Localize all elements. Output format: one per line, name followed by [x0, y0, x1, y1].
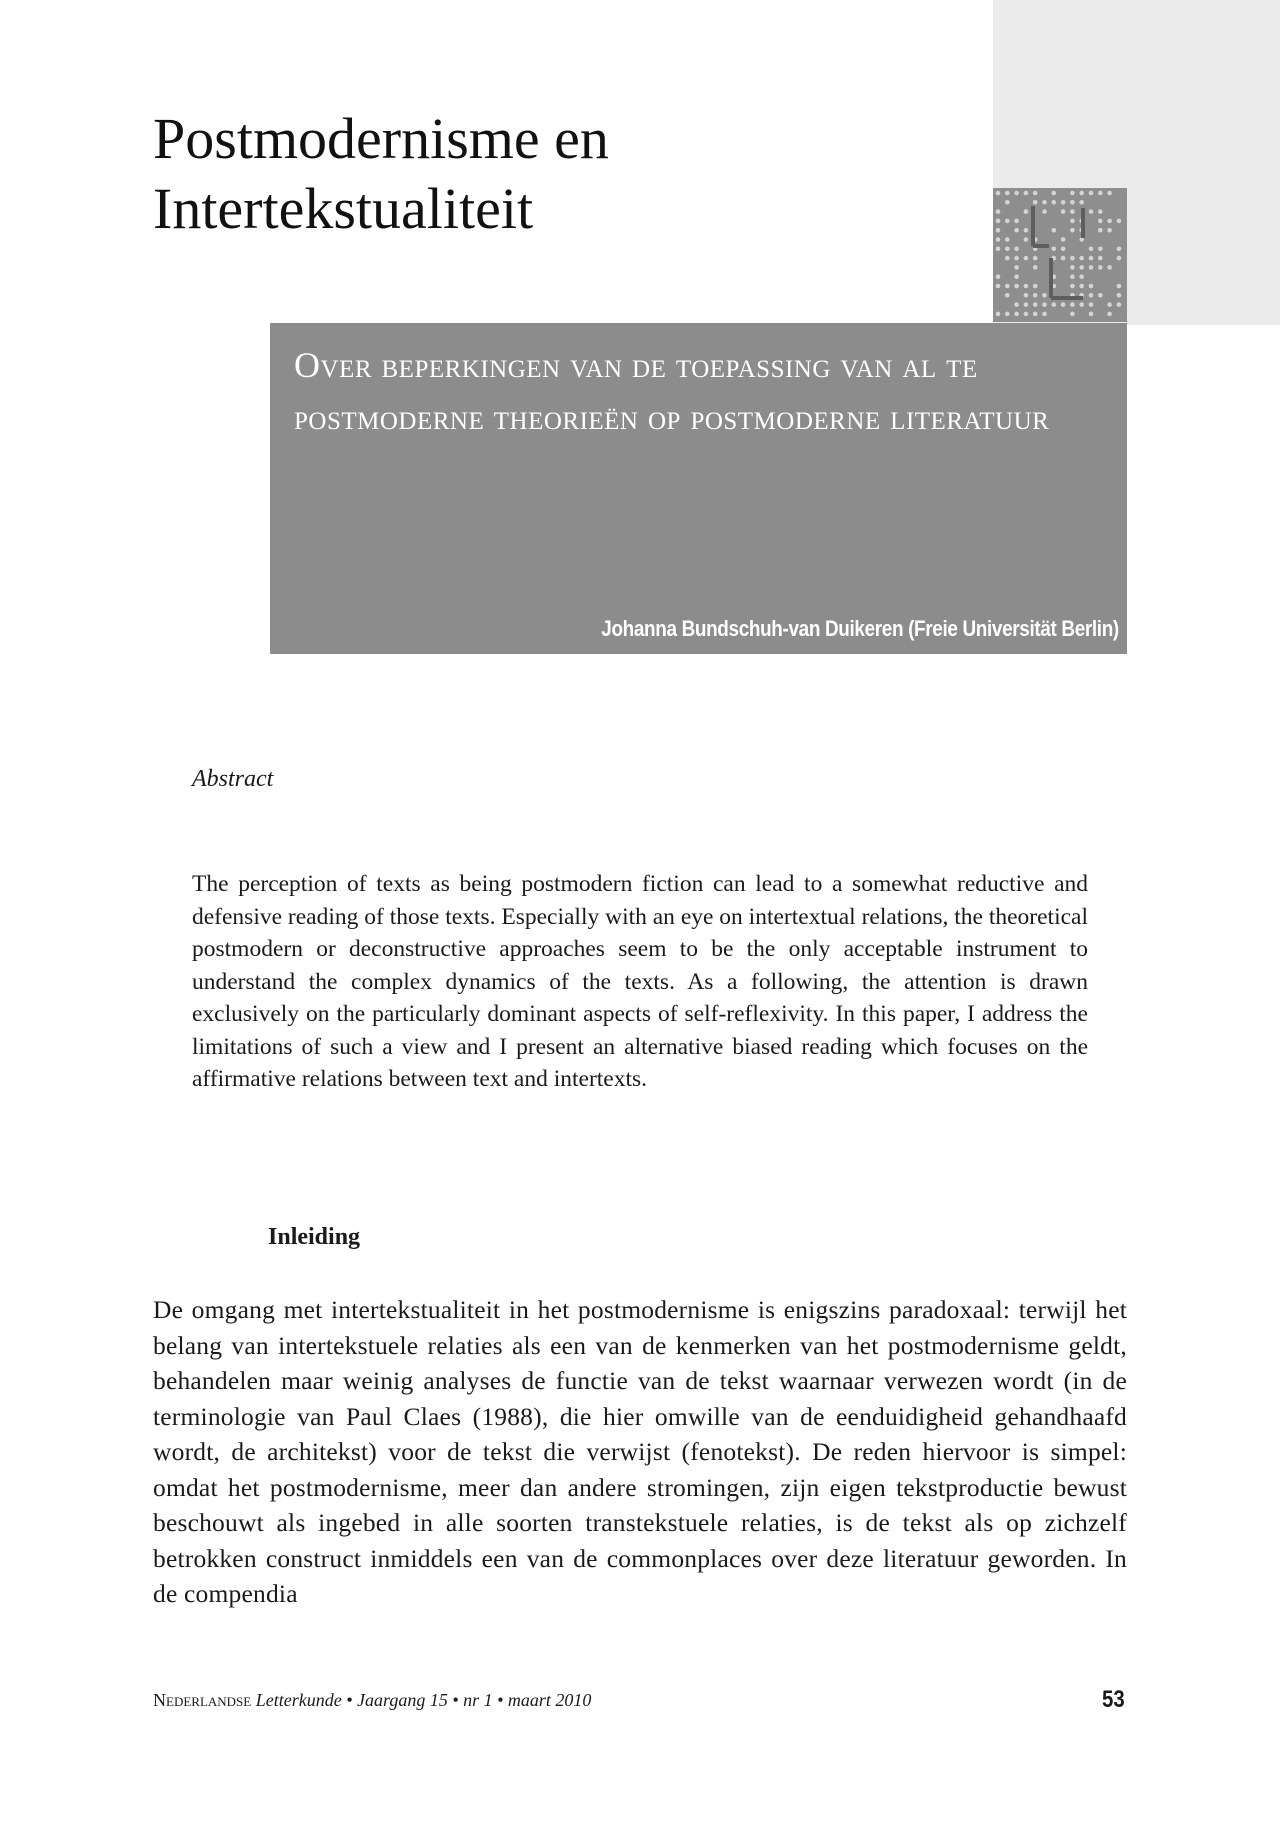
page-number: 53	[1102, 1686, 1125, 1713]
journal-issue: Letterkunde • Jaargang 15 • nr 1 • maart 2010	[255, 1690, 592, 1710]
section-heading: Inleiding	[268, 1224, 361, 1250]
author-affiliation: Johanna Bundschuh-van Duikeren (Freie Universität Berlin)	[601, 616, 1119, 641]
subtitle-box	[270, 323, 1127, 654]
abstract-label: Abstract	[192, 766, 274, 792]
article-title	[153, 104, 953, 244]
article-title-line-2: Intertekstualiteit	[153, 176, 534, 241]
article-title-line-1: Postmodernisme en	[153, 106, 609, 171]
circuit-pattern-icon	[993, 188, 1127, 322]
journal-name: Nederlandse	[153, 1690, 252, 1710]
article-subtitle: Over beperkingen van de toepassing van al te postmoderne theorieën op postmoderne literatuur	[294, 345, 1050, 437]
page-footer	[153, 1686, 1127, 1716]
abstract-text: The perception of texts as being postmodern fiction can lead to a somewhat reductive and defensive reading of those texts. Especially with an eye on intertextual relations, the theoretical postmodern or deconstructive approaches seem to be the only acceptable instrument to understand the complex dynamics of the texts. As a following, the attention is drawn exclusively on the particularly dominant aspects of self-reflexivity. In this paper, I address the limitations of such a view and I present an alternative biased reading which focuses on the affirmative relations between text and intertexts.	[192, 871, 1088, 1092]
body-paragraph: De omgang met intertekstualiteit in het postmodernisme is enigszins paradoxaal: terwijl het belang van intertekstuele relaties als een van de kenmerken van het postmodernisme geldt, behandelen maar weinig analyses de functie van de tekst waarnaar verwezen wordt (in de terminologie van Paul Claes (1988), die hier omwille van de eenduidigheid gehandhaafd wordt, de architekst) voor de tekst die verwijst (fenotekst). De reden hiervoor is simpel: omdat het postmodernisme, meer dan andere stromingen, zijn eigen tekstproductie bewust beschouwt als ingebed in alle soorten transtekstuele relaties, is de tekst als op zichzelf betrokken construct inmiddels een van de commonplaces over deze literatuur geworden. In de compendia	[153, 1295, 1127, 1608]
journal-citation	[153, 1690, 591, 1711]
